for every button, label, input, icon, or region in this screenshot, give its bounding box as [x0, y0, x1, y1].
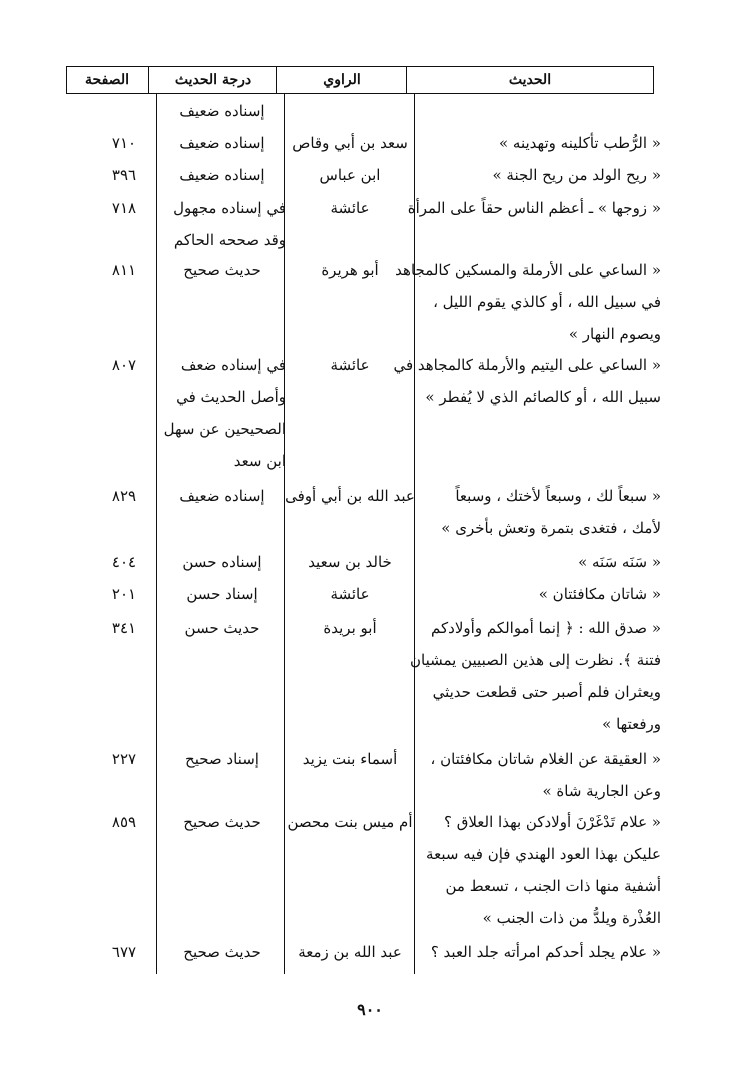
grade-text-line: إسناد حسن: [186, 585, 258, 603]
hadith-text-line: « سبعاً لك ، وسبعاً لأختك ، وسبعاً: [455, 487, 661, 505]
page-ref-cell: ٦٧٧: [111, 943, 137, 961]
page-ref-cell: ٨٠٧: [111, 356, 137, 374]
narrator-cell: أبو بريدة: [323, 619, 377, 637]
narrator-cell: أسماء بنت يزيد: [302, 750, 398, 768]
hadith-text-line: « الساعي على اليتيم والأرملة كالمجاهد في: [393, 356, 661, 374]
header-hadith: الحديث: [508, 72, 552, 88]
hadith-text-line: « العقيقة عن الغلام شاتان مكافئتان ،: [430, 750, 661, 768]
grade-text-line: في إسناده ضعف: [180, 356, 286, 374]
page-ref-cell: ٧١٠: [111, 134, 137, 152]
grade-text-line: الصحيحين عن سهل: [163, 420, 286, 438]
page-ref-cell: ٨٢٩: [111, 487, 137, 505]
hadith-text-line: سبيل الله ، أو كالصائم الذي لا يُفطر »: [425, 388, 661, 406]
grade-text-line: حديث صحيح: [183, 813, 261, 831]
narrator-cell: عبد الله بن أبي أوفى: [285, 487, 415, 505]
column-divider: [284, 94, 285, 974]
narrator-cell: أم ميس بنت محصن: [287, 813, 413, 831]
grade-text-line: إسناده ضعيف: [179, 487, 265, 505]
hadith-text-line: « الساعي على الأرملة والمسكين كالمجاهد: [395, 261, 661, 279]
narrator-cell: عبد الله بن زمعة: [298, 943, 402, 961]
hadith-text-line: « شاتان مكافئتان »: [538, 585, 661, 603]
grade-text-line: وأصل الحديث في: [176, 388, 286, 406]
column-divider: [156, 94, 157, 974]
hadith-text-line: ويصوم النهار »: [568, 325, 661, 343]
grade-text-line: إسناده حسن: [182, 553, 262, 571]
page-ref-cell: ٨١١: [111, 261, 137, 279]
column-divider: [414, 94, 415, 974]
header-divider: [406, 67, 407, 93]
hadith-text-line: « علام تَدْغَرْنَ أولادكن بهذا العلاق ؟: [443, 813, 661, 831]
hadith-text-line: ورفعتها »: [602, 715, 661, 733]
grade-text-line: إسناده ضعيف: [179, 134, 265, 152]
narrator-cell: سعد بن أبي وقاص: [292, 134, 408, 152]
hadith-text-line: « الرُّطب تأكلينه وتهدينه »: [498, 134, 661, 152]
page-ref-cell: ٢٠١: [111, 585, 137, 603]
header-page: الصفحة: [85, 72, 129, 88]
hadith-text-line: في سبيل الله ، أو كالذي يقوم الليل ،: [433, 293, 661, 311]
header-grade: درجة الحديث: [174, 72, 252, 88]
hadith-text-line: « علام يجلد أحدكم امرأته جلد العبد ؟: [430, 943, 661, 961]
hadith-text-line: العُذْرة ويلدُّ من ذات الجنب »: [482, 909, 661, 927]
grade-text-line: حديث صحيح: [183, 943, 261, 961]
hadith-text-line: « زوجها » ـ أعظم الناس حقاً على المرأة: [407, 199, 661, 217]
grade-text-line: وقد صححه الحاكم: [173, 231, 286, 249]
page-number: ٩٠٠: [357, 1000, 383, 1019]
grade-text-line: حديث صحيح: [183, 261, 261, 279]
hadith-text-line: أشفية منها ذات الجنب ، تسعط من: [445, 877, 661, 895]
hadith-text-line: « سَنَه سَنَه »: [578, 553, 661, 571]
page-ref-cell: ٤٠٤: [111, 553, 137, 571]
grade-text-line: إسناد صحيح: [185, 750, 259, 768]
narrator-cell: ابن عباس: [319, 166, 381, 184]
hadith-text-line: « صدق الله : ﴿ إنما أموالكم وأولادكم: [431, 619, 661, 637]
narrator-cell: خالد بن سعيد: [308, 553, 392, 571]
header-narrator: الراوي: [323, 72, 361, 88]
page-ref-cell: ٢٢٧: [111, 750, 137, 768]
hadith-text-line: لأمك ، فتغدى بتمرة وتعش بأخرى »: [441, 519, 661, 537]
hadith-text-line: « ريح الولد من ريح الجنة »: [492, 166, 661, 184]
page-ref-cell: ٧١٨: [111, 199, 137, 217]
hadith-text-line: ويعثران فلم أصبر حتى قطعت حديثي: [432, 683, 661, 701]
grade-text-line: إسناده ضعيف: [179, 166, 265, 184]
header-divider: [276, 67, 277, 93]
grade-text-line: ابن سعد: [233, 452, 286, 470]
page-ref-cell: ٣٤١: [111, 619, 137, 637]
table-header: [66, 66, 654, 94]
hadith-text-line: عليكن بهذا العود الهندي فإن فيه سبعة: [426, 845, 661, 863]
page-ref-cell: ٨٥٩: [111, 813, 137, 831]
narrator-cell: عائشة: [330, 356, 370, 374]
grade-text-line: إسناده ضعيف: [179, 102, 265, 120]
header-divider: [148, 67, 149, 93]
hadith-text-line: وعن الجارية شاة »: [542, 782, 661, 800]
narrator-cell: عائشة: [330, 585, 370, 603]
narrator-cell: أبو هريرة: [321, 261, 379, 279]
hadith-text-line: فتنة ﴾. نظرت إلى هذين الصبيين يمشيان: [409, 651, 661, 669]
grade-text-line: في إسناده مجهول: [173, 199, 286, 217]
grade-text-line: حديث حسن: [184, 619, 260, 637]
page-ref-cell: ٣٩٦: [111, 166, 137, 184]
narrator-cell: عائشة: [330, 199, 370, 217]
